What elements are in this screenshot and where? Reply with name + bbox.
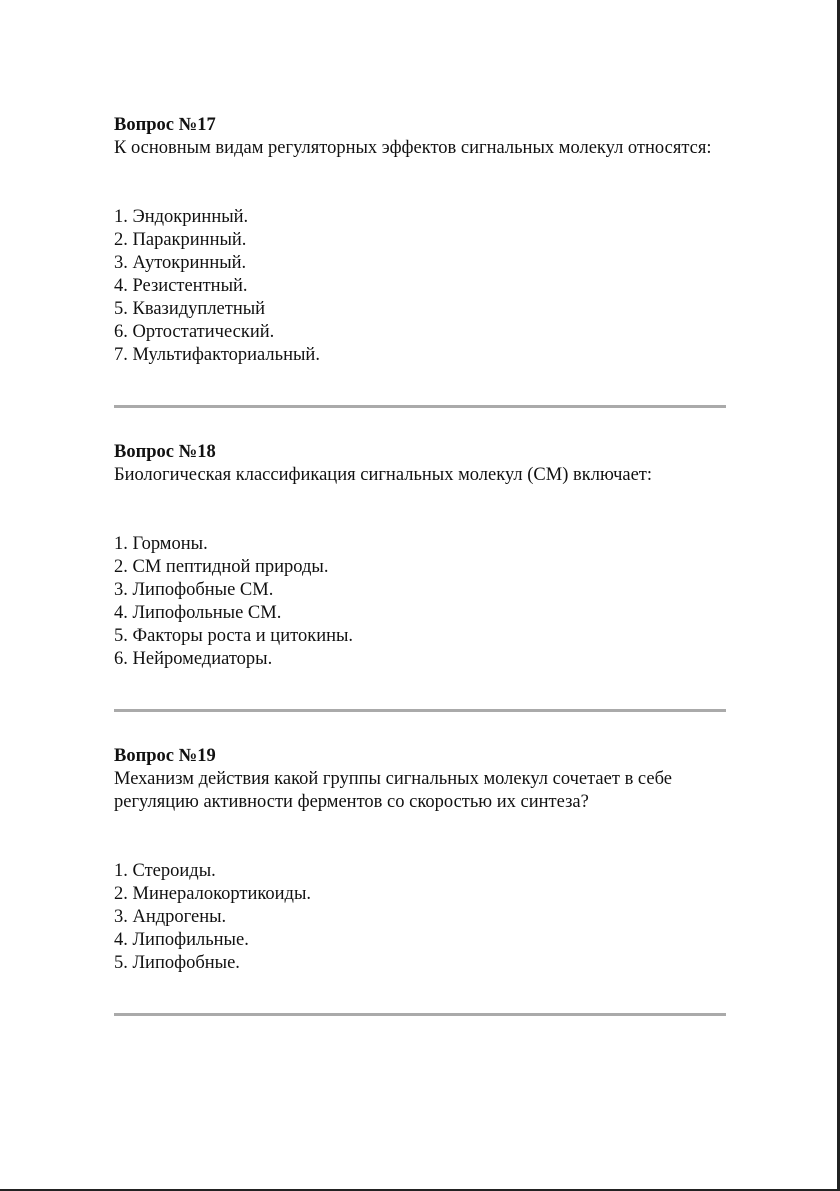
answer-option: 4. Липофильные. [114, 930, 249, 950]
question-divider [114, 1013, 726, 1016]
answer-options [114, 860, 726, 975]
question-19 [114, 745, 726, 975]
answer-option: 3. Андрогены. [114, 907, 227, 927]
question-title: Вопрос №18 [114, 442, 216, 462]
answer-option: 1. Эндокринный. [114, 207, 249, 227]
question-title: Вопрос №19 [114, 746, 216, 766]
answer-option: 2. СМ пептидной природы. [114, 557, 329, 577]
question-18 [114, 441, 726, 671]
answer-option: 4. Липофольные СМ. [114, 603, 282, 623]
answer-option: 4. Резистентный. [114, 276, 248, 296]
question-text: Механизм действия какой группы сигнальных молекул сочетает в себе регуляцию активности ферментов со скоростью их синтеза? [114, 769, 672, 812]
answer-option: 3. Липофобные СМ. [114, 580, 274, 600]
question-divider [114, 709, 726, 712]
question-text: Биологическая классификация сигнальных молекул (СМ) включает: [114, 465, 653, 485]
question-17 [114, 114, 726, 367]
answer-option: 1. Гормоны. [114, 534, 208, 554]
answer-option: 2. Минералокортикоиды. [114, 884, 312, 904]
answer-option: 7. Мультифакториальный. [114, 345, 320, 365]
answer-option: 6. Нейромедиаторы. [114, 649, 273, 669]
question-text: К основным видам регуляторных эффектов сигнальных молекул относятся: [114, 138, 712, 158]
answer-option: 2. Паракринный. [114, 230, 247, 250]
answer-option: 6. Ортостатический. [114, 322, 275, 342]
answer-option: 5. Факторы роста и цитокины. [114, 626, 354, 646]
answer-option: 5. Липофобные. [114, 953, 240, 973]
answer-option: 1. Стероиды. [114, 861, 216, 881]
answer-options [114, 206, 726, 367]
answer-option: 5. Квазидуплетный [114, 299, 266, 319]
question-title: Вопрос №17 [114, 115, 216, 135]
answer-options [114, 533, 726, 671]
document-body [114, 114, 726, 1049]
answer-option: 3. Аутокринный. [114, 253, 247, 273]
question-divider [114, 405, 726, 408]
